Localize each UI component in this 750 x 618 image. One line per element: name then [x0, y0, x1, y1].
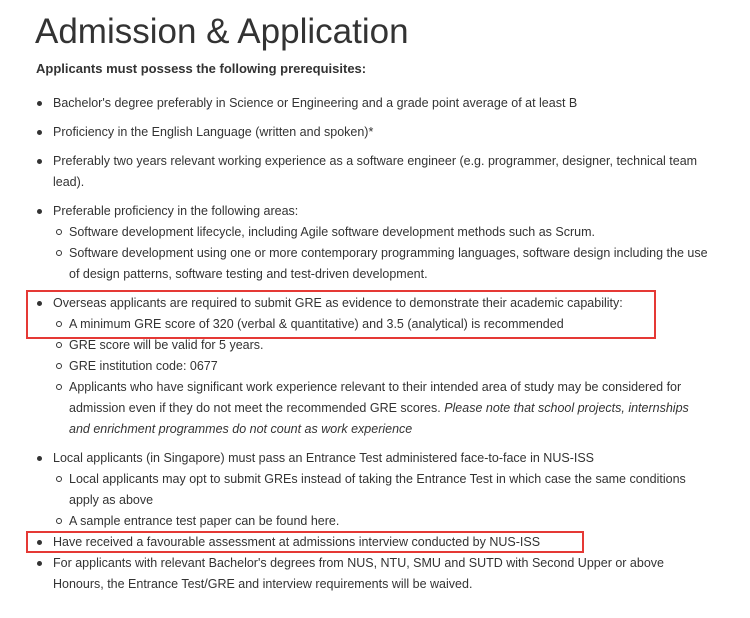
list-item-overseas: Overseas applicants are required to submit GRE as evidence to demonstrate their academic capability:: [53, 296, 623, 310]
sample-paper-link[interactable]: here: [310, 514, 336, 528]
sub-item-local-gre: Local applicants may opt to submit GREs instead of taking the Entrance Test in which case the same conditions: [69, 472, 686, 486]
list-bullet: [37, 130, 42, 135]
sub-list-bullet: [56, 363, 62, 369]
list-bullet: [37, 209, 42, 214]
list-item-waiver: For applicants with relevant Bachelor's degrees from NUS, NTU, SMU and SUTD with Second Upper or above: [53, 556, 664, 570]
sub-list-bullet: [56, 476, 62, 482]
sub-item-lifecycle: Software development lifecycle, including Agile software development methods such as Scrum.: [69, 225, 595, 239]
sub-list-bullet: [56, 250, 62, 256]
sub-item-work-experience: Applicants who have significant work experience relevant to their intended area of study may be considered for: [69, 380, 682, 394]
list-item-bachelor: Bachelor's degree preferably in Science or Engineering and a grade point average of at least B: [53, 96, 578, 110]
sub-item-work-experience-note: and enrichment programmes do not count as work experience: [69, 422, 413, 436]
sub-list-bullet: [56, 321, 62, 327]
sub-list-bullet: [56, 518, 62, 524]
prerequisites-heading: Applicants must possess the following prerequisites:: [36, 61, 367, 76]
sub-item-languages: Software development using one or more contemporary programming languages, software design including the use: [69, 246, 708, 260]
list-bullet: [37, 540, 42, 545]
list-bullet: [37, 101, 42, 106]
sub-list-bullet: [56, 342, 62, 348]
sub-item-sample-paper: A sample entrance test paper can be found here.: [69, 514, 340, 528]
list-item-english: Proficiency in the English Language (written and spoken)*: [53, 125, 374, 139]
page-title: Admission & Application: [35, 12, 409, 51]
sub-item-work-experience-cont: admission even if they do not meet the recommended GRE scores. Please note that school projects, internships: [69, 401, 689, 415]
sub-item-gre-validity: GRE score will be valid for 5 years.: [69, 338, 264, 352]
list-item-interview: Have received a favourable assessment at admissions interview conducted by NUS-ISS: [53, 535, 541, 549]
list-bullet: [37, 456, 42, 461]
sub-item-local-gre-cont: apply as above: [69, 493, 154, 507]
list-item-experience-cont: lead).: [53, 175, 85, 189]
list-bullet: [37, 159, 42, 164]
sub-item-gre-code: GRE institution code: 0677: [69, 359, 218, 373]
list-bullet: [37, 561, 42, 566]
list-bullet: [37, 301, 42, 306]
sub-list-bullet: [56, 229, 62, 235]
sub-list-bullet: [56, 384, 62, 390]
list-item-experience: Preferably two years relevant working experience as a software engineer (e.g. programmer, designer, technical team: [53, 154, 698, 168]
list-item-local: Local applicants (in Singapore) must pass an Entrance Test administered face-to-face in NUS-ISS: [53, 451, 595, 465]
sub-item-gre-minimum: A minimum GRE score of 320 (verbal & quantitative) and 3.5 (analytical) is recommended: [69, 317, 564, 331]
list-item-proficiency: Preferable proficiency in the following areas:: [53, 204, 299, 218]
work-experience-link[interactable]: significant work experience relevant to their intended area of study: [187, 380, 558, 394]
list-item-waiver-cont: Honours, the Entrance Test/GRE and interview requirements will be waived.: [53, 577, 473, 591]
sub-item-languages-cont: of design patterns, software testing and test-driven development.: [69, 267, 428, 281]
